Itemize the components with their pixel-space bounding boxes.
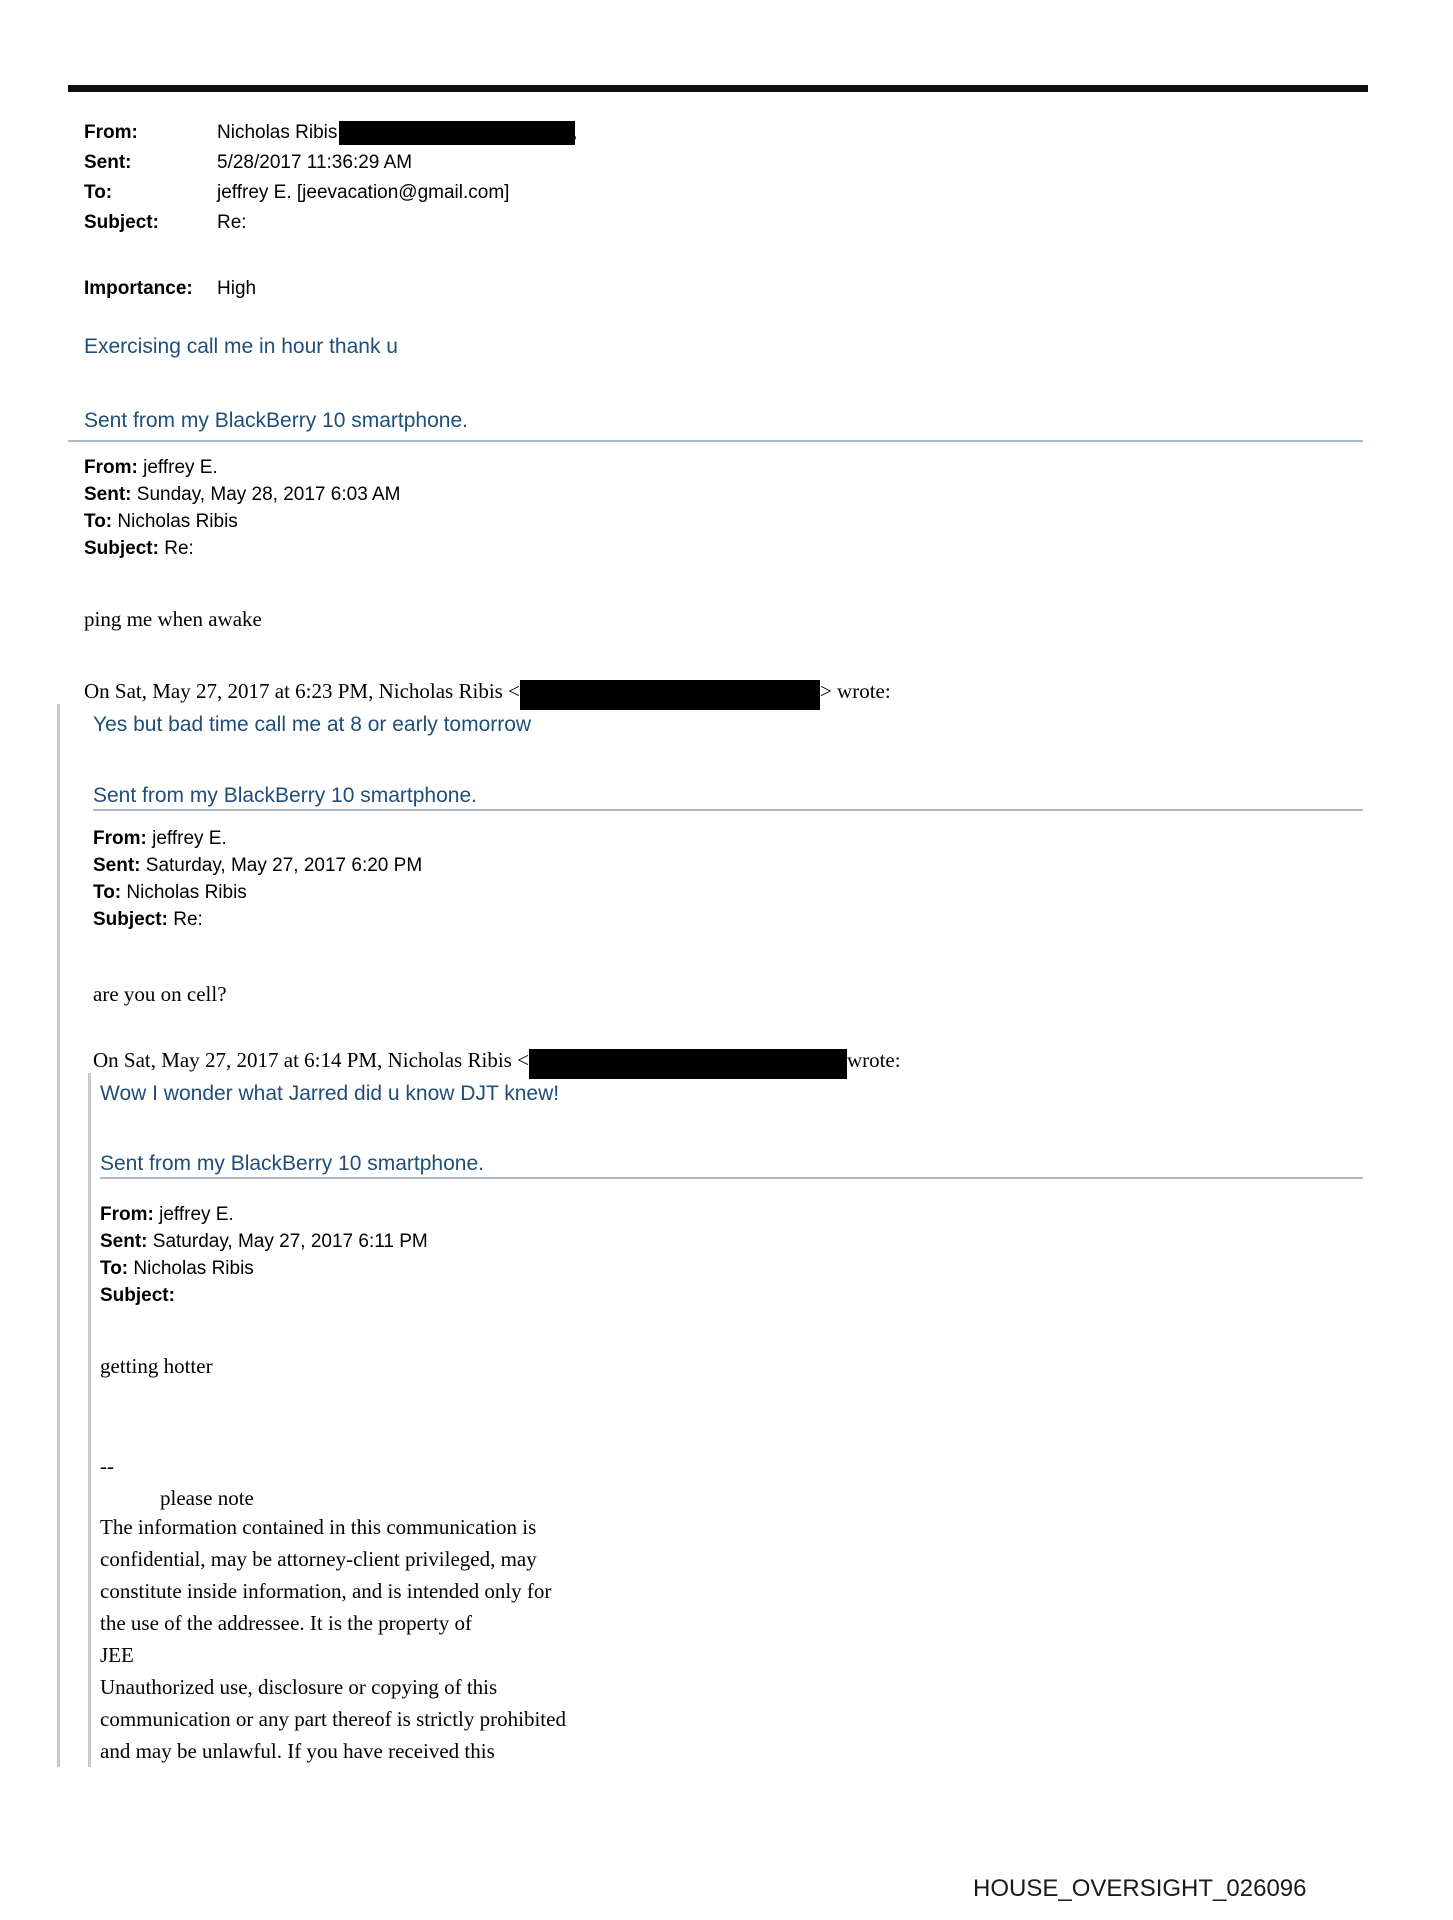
from-value: jeffrey E. <box>143 457 218 478</box>
to-value: Nicholas Ribis <box>126 882 247 903</box>
subject-value: Re: <box>164 538 194 559</box>
to-value: jeffrey E. [jeevacation@gmail.com] <box>217 182 510 203</box>
subject-label: Subject: <box>93 909 168 930</box>
to-label: To: <box>84 511 113 532</box>
quote-attribution-line: On Sat, May 27, 2017 at 6:14 PM, Nicholas Ribis < wrote: <box>93 1047 1453 1073</box>
importance-value: High <box>217 278 257 299</box>
disclaimer-line: JEE <box>100 1643 134 1667</box>
quote-attribution-line: On Sat, May 27, 2017 at 6:23 PM, Nicholas Ribis < > wrote: <box>84 678 1453 704</box>
separator-line <box>100 1177 1363 1179</box>
header-row-subject <box>93 906 1453 933</box>
header-row-from <box>93 825 1453 852</box>
to-value: Nicholas Ribis <box>117 511 238 532</box>
header-row-from <box>84 118 1453 148</box>
disclaimer-line: The information contained in this communication is <box>100 1515 537 1539</box>
from-value: jeffrey E. <box>159 1204 234 1225</box>
to-label: To: <box>93 882 122 903</box>
from-label: From: <box>100 1204 154 1225</box>
header-row-sent <box>93 852 1453 879</box>
sent-value: 5/28/2017 11:36:29 AM <box>217 152 413 173</box>
header-row-to <box>100 1255 1453 1282</box>
redaction-bar <box>529 1049 847 1079</box>
subject-label: Subject: <box>84 212 159 233</box>
quoted-header-block <box>93 825 1453 933</box>
sent-value: Saturday, May 27, 2017 6:20 PM <box>145 855 423 876</box>
message-body: getting hotter <box>100 1354 213 1378</box>
header-row-to <box>93 879 1453 906</box>
sent-label: Sent: <box>84 152 132 173</box>
quoted-message-level-2 <box>88 1073 1453 1767</box>
importance-label: Importance: <box>84 278 193 299</box>
sent-label: Sent: <box>84 484 132 505</box>
blackberry-signature: Sent from my BlackBerry 10 smartphone. <box>100 1152 484 1175</box>
bates-number: HOUSE_OVERSIGHT_026096 <box>973 1875 1307 1902</box>
header-row-sent <box>84 481 1453 508</box>
separator-line <box>68 440 1363 442</box>
blackberry-signature: Sent from my BlackBerry 10 smartphone. <box>93 784 477 807</box>
header-row-subject <box>100 1282 1453 1309</box>
subject-value: Re: <box>217 212 247 233</box>
to-label: To: <box>100 1258 129 1279</box>
disclaimer-line: communication or any part thereof is strictly prohibited <box>100 1707 566 1731</box>
message-body: Yes but bad time call me at 8 or early tomorrow <box>93 713 532 736</box>
disclaimer-line: and may be unlawful. If you have received this <box>100 1739 495 1763</box>
sent-label: Sent: <box>93 855 141 876</box>
disclaimer-line: constitute inside information, and is intended only for <box>100 1579 552 1603</box>
header-row-subject <box>84 535 1453 562</box>
message-body: are you on cell? <box>93 982 227 1006</box>
subject-label: Subject: <box>100 1285 175 1306</box>
to-label: To: <box>84 182 113 203</box>
header-row-to <box>84 508 1453 535</box>
from-label: From: <box>84 457 138 478</box>
sent-value: Sunday, May 28, 2017 6:03 AM <box>136 484 401 505</box>
redaction-bar <box>339 121 578 145</box>
header-row-from <box>100 1201 1453 1228</box>
sent-label: Sent: <box>100 1231 148 1252</box>
signature-dashes: -- <box>100 1454 114 1478</box>
header-row-to <box>84 178 1453 208</box>
separator-line <box>93 809 1363 811</box>
blackberry-signature: Sent from my BlackBerry 10 smartphone. <box>84 409 468 432</box>
email-header-block <box>84 118 1453 304</box>
top-divider-rule <box>68 85 1368 92</box>
message-body: ping me when awake <box>84 607 262 631</box>
disclaimer-line: Unauthorized use, disclosure or copying of this <box>100 1675 498 1699</box>
disclaimer-heading: please note <box>160 1486 254 1510</box>
disclaimer-line: confidential, may be attorney-client privileged, may <box>100 1547 537 1571</box>
sent-value: Saturday, May 27, 2017 6:11 PM <box>152 1231 428 1252</box>
quoted-message-level-1 <box>57 704 1453 1767</box>
confidentiality-disclaimer <box>100 1511 1453 1767</box>
from-value: Nicholas Ribis , <box>217 122 578 143</box>
redaction-tail: , <box>572 122 578 143</box>
from-value: jeffrey E. <box>152 828 227 849</box>
from-label: From: <box>84 122 138 143</box>
quoted-header-block <box>100 1201 1453 1309</box>
message-body: Wow I wonder what Jarred did u know DJT knew! <box>100 1082 560 1105</box>
header-row-subject <box>84 208 1453 238</box>
message-body: Exercising call me in hour thank u <box>84 335 398 358</box>
quoted-header-block <box>84 454 1453 562</box>
header-row-sent <box>84 148 1453 178</box>
redaction-bar <box>520 680 820 710</box>
header-row-importance <box>84 274 1453 304</box>
header-row-sent <box>100 1228 1453 1255</box>
to-value: Nicholas Ribis <box>133 1258 254 1279</box>
disclaimer-line: the use of the addressee. It is the property of <box>100 1611 473 1635</box>
from-label: From: <box>93 828 147 849</box>
subject-value: Re: <box>173 909 203 930</box>
header-row-from <box>84 454 1453 481</box>
subject-label: Subject: <box>84 538 159 559</box>
